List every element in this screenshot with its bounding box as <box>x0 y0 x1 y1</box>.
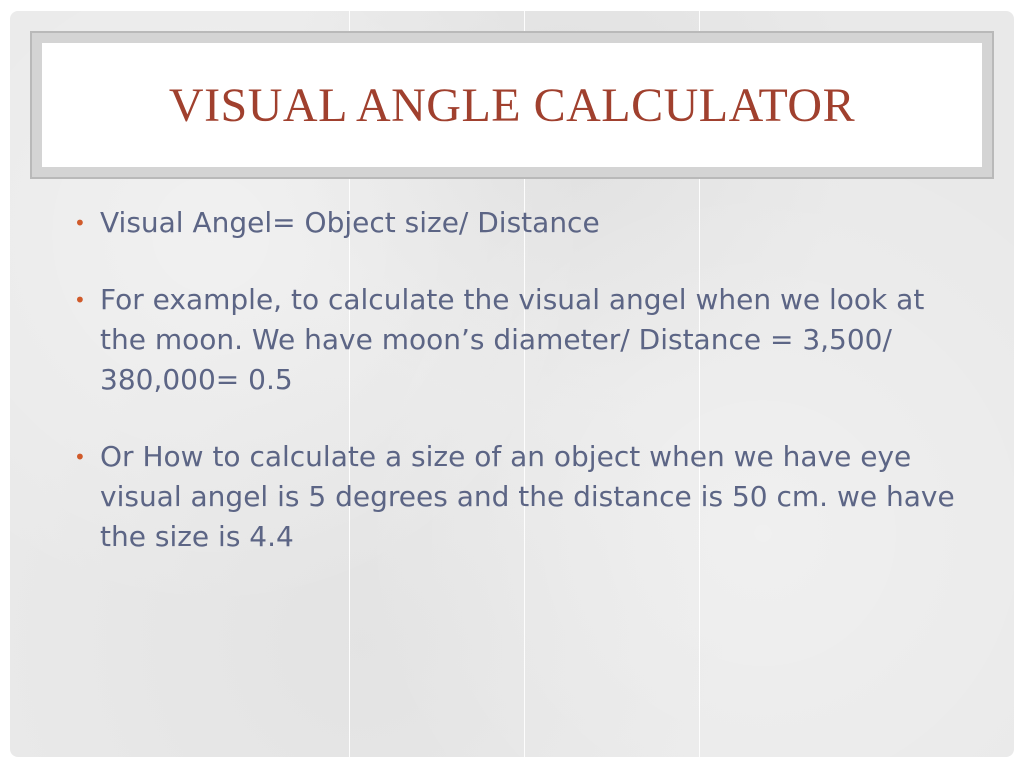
slide-title: VISUAL ANGLE CALCULATOR <box>168 78 856 132</box>
slide <box>10 11 1014 757</box>
title-box <box>42 43 982 167</box>
bullet-item <box>72 203 972 243</box>
title-frame <box>30 31 994 179</box>
bullet-text: Visual Angel= Object size/ Distance <box>100 206 600 239</box>
bullet-list <box>72 203 972 594</box>
bullet-icon: • <box>74 211 86 235</box>
bullet-icon: • <box>74 445 86 469</box>
bullet-item <box>72 280 972 400</box>
bullet-item <box>72 437 972 557</box>
bullet-icon: • <box>74 288 86 312</box>
bullet-text: Or How to calculate a size of an object when we have eye visual angel is 5 degrees and the distance is 50 cm. we have the size is 4.4 <box>100 440 955 553</box>
bullet-text: For example, to calculate the visual angel when we look at the moon. We have moon’s diameter/ Distance = 3,500/ 380,000= 0.5 <box>100 283 925 396</box>
